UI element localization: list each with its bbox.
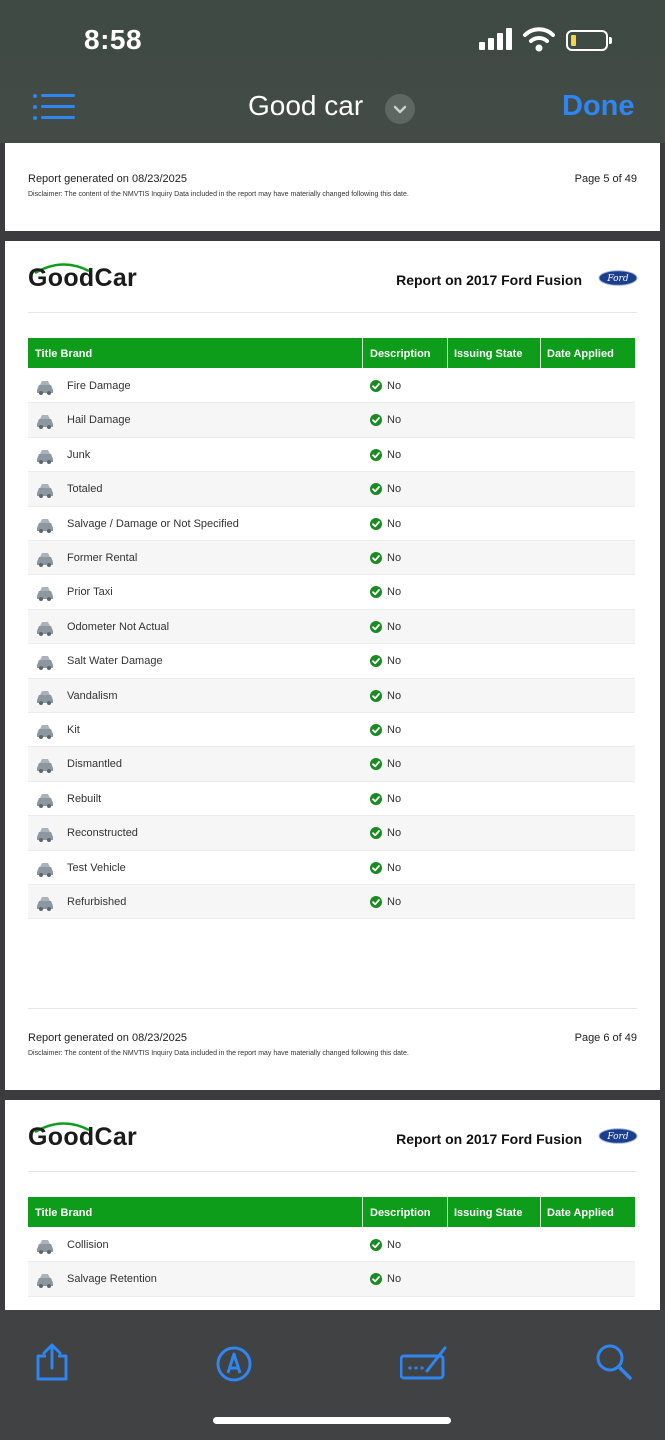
reconstructed-icon — [35, 823, 55, 843]
table-row — [28, 644, 635, 678]
report-title: Report on 2017 Ford Fusion — [396, 1131, 582, 1147]
description-value: No — [387, 896, 402, 908]
water-waves-icon — [35, 651, 55, 671]
table-row — [28, 885, 635, 919]
status-time: 8:58 — [84, 24, 143, 55]
disclaimer-text: Disclaimer: The content of the NMVTIS Inquiry Data included in the report may have materially changed following this date. — [28, 191, 409, 198]
page-number: Page 6 of 49 — [574, 1032, 637, 1044]
title-brand-label: Kit — [67, 724, 80, 736]
title-brand-label: Fire Damage — [67, 380, 131, 392]
table-row — [28, 1262, 635, 1296]
goodcar-logo: GoodCar — [28, 1123, 138, 1151]
kit-car-icon — [35, 720, 55, 740]
wifi-icon — [523, 26, 555, 52]
header-divider — [28, 1171, 637, 1172]
hail-cloud-icon — [35, 410, 55, 430]
table-row — [28, 851, 635, 885]
title-menu-chevron-icon[interactable] — [385, 94, 415, 124]
report-generated-text: Report generated on 08/23/2025 — [28, 1032, 188, 1044]
check-circle-icon — [370, 1239, 382, 1251]
title-brand-label: Hail Damage — [67, 414, 131, 427]
signature-icon[interactable] — [400, 1342, 448, 1382]
title-brand-label: Salvage / Damage or Not Specified — [67, 517, 239, 530]
salvage-retention-icon — [35, 1269, 55, 1289]
test-vehicle-icon — [35, 858, 55, 878]
table-row — [28, 472, 635, 506]
description-value: No — [387, 689, 402, 702]
battery-icon — [566, 30, 608, 51]
pdf-page-6 — [5, 241, 660, 1090]
pdf-page-5 — [5, 143, 660, 231]
goodcar-logo: GoodCar — [28, 264, 138, 292]
description-value: No — [387, 1273, 402, 1286]
pdf-page-7 — [5, 1100, 660, 1310]
table-row — [28, 575, 635, 609]
table-row — [28, 507, 635, 541]
table-row — [28, 541, 635, 575]
svg-text:Ford: Ford — [607, 1132, 629, 1142]
junk-car-icon — [35, 445, 55, 465]
column-title-brand: Title Brand — [35, 348, 93, 360]
description-value: No — [387, 448, 402, 461]
flame-icon — [35, 376, 55, 396]
check-circle-icon — [370, 655, 382, 667]
key-icon — [35, 548, 55, 568]
description-value: No — [387, 758, 402, 771]
totaled-car-icon — [35, 479, 55, 499]
check-circle-icon — [370, 414, 382, 426]
title-brand-label: Totaled — [67, 483, 103, 496]
check-circle-icon — [370, 793, 382, 805]
collision-icon — [35, 1235, 55, 1255]
top-bar — [0, 0, 665, 143]
check-circle-icon — [370, 827, 382, 839]
odometer-icon — [35, 617, 55, 637]
table-row — [28, 1228, 635, 1262]
disclaimer-text: Disclaimer: The content of the NMVTIS Inquiry Data included in the report may have materially changed following this date. — [28, 1050, 409, 1057]
check-circle-icon — [370, 758, 382, 770]
vandalism-icon — [35, 686, 55, 706]
description-value: No — [387, 517, 402, 530]
column-date-applied: Date Applied — [547, 1207, 614, 1219]
table-row — [28, 782, 635, 816]
title-brand-label: Prior Taxi — [67, 586, 113, 599]
table-header — [28, 1197, 635, 1227]
description-value: No — [387, 414, 402, 427]
check-circle-icon — [370, 449, 382, 461]
taxi-icon — [35, 582, 55, 602]
check-circle-icon — [370, 896, 382, 908]
table-row — [28, 403, 635, 437]
home-indicator[interactable] — [213, 1417, 451, 1424]
check-circle-icon — [370, 586, 382, 598]
column-issuing-state: Issuing State — [454, 348, 523, 360]
column-title-brand: Title Brand — [35, 1207, 93, 1219]
description-value: No — [387, 827, 402, 840]
check-circle-icon — [370, 380, 382, 392]
description-value: No — [387, 724, 402, 736]
description-value: No — [387, 655, 402, 668]
table-row — [28, 747, 635, 781]
description-value: No — [387, 861, 402, 874]
check-circle-icon — [370, 1273, 382, 1285]
title-brand-label: Salt Water Damage — [67, 655, 163, 668]
column-issuing-state: Issuing State — [454, 1207, 523, 1219]
column-description: Description — [370, 1207, 431, 1219]
table-row — [28, 679, 635, 713]
outline-list-button[interactable] — [33, 92, 75, 122]
refurbished-icon — [35, 892, 55, 912]
title-brand-label: Refurbished — [67, 896, 127, 908]
report-title: Report on 2017 Ford Fusion — [396, 272, 582, 288]
table-row — [28, 610, 635, 644]
search-icon[interactable] — [594, 1342, 634, 1382]
title-brand-label: Reconstructed — [67, 827, 138, 840]
salvage-icon — [35, 514, 55, 534]
footer-divider — [28, 1008, 637, 1009]
markup-icon[interactable] — [214, 1342, 254, 1382]
table-row — [28, 816, 635, 850]
share-icon[interactable] — [32, 1342, 72, 1382]
check-circle-icon — [370, 552, 382, 564]
description-value: No — [387, 483, 402, 496]
check-circle-icon — [370, 483, 382, 495]
check-circle-icon — [370, 621, 382, 633]
title-brand-label: Dismantled — [67, 758, 123, 771]
title-brand-label: Test Vehicle — [67, 861, 126, 874]
document-title[interactable]: Good car — [248, 90, 364, 121]
title-brand-label: Junk — [67, 448, 91, 461]
wrench-car-icon — [35, 789, 55, 809]
check-circle-icon — [370, 724, 382, 736]
check-circle-icon — [370, 862, 382, 874]
title-brand-label: Former Rental — [67, 552, 138, 564]
check-circle-icon — [370, 518, 382, 530]
done-button[interactable]: Done — [562, 90, 635, 122]
description-value: No — [387, 1239, 402, 1251]
table-row — [28, 369, 635, 403]
cellular-signal-icon — [479, 28, 515, 50]
car-door-icon — [35, 754, 55, 774]
svg-text:Ford: Ford — [607, 274, 629, 284]
column-description: Description — [370, 348, 431, 360]
column-date-applied: Date Applied — [547, 348, 614, 360]
title-brand-label: Salvage Retention — [67, 1273, 157, 1286]
description-value: No — [387, 380, 402, 392]
table-row — [28, 438, 635, 472]
title-brand-label: Rebuilt — [67, 792, 102, 805]
title-brand-label: Collision — [67, 1239, 109, 1251]
description-value: No — [387, 620, 402, 633]
table-header — [28, 338, 635, 368]
header-divider — [28, 312, 637, 313]
description-value: No — [387, 586, 402, 599]
ford-logo — [598, 1128, 638, 1144]
report-generated-text: Report generated on 08/23/2025 — [28, 173, 188, 185]
check-circle-icon — [370, 690, 382, 702]
table-row — [28, 713, 635, 747]
title-brand-label: Vandalism — [67, 689, 118, 702]
description-value: No — [387, 552, 402, 564]
title-brand-label: Odometer Not Actual — [67, 620, 170, 633]
description-value: No — [387, 792, 402, 805]
page-number: Page 5 of 49 — [574, 173, 637, 185]
ford-logo — [598, 270, 638, 286]
